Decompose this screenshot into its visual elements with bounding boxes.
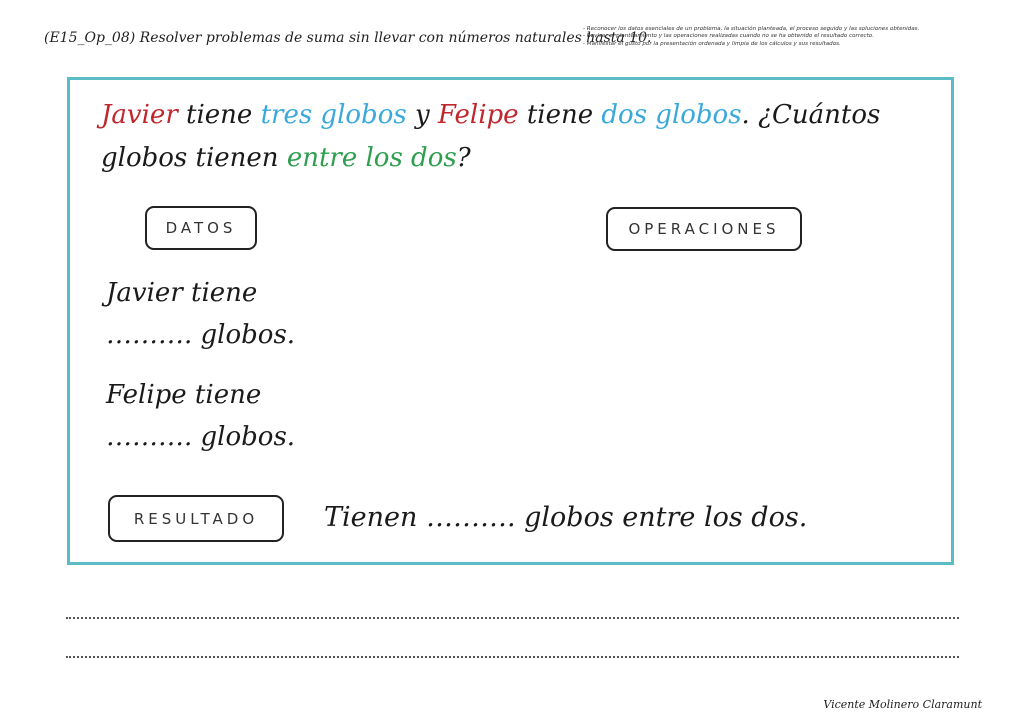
- problem-text: tiene: [177, 100, 261, 130]
- resultado-sentence: Tienen ………. globos entre los dos.: [324, 502, 808, 533]
- answer-line: [66, 656, 959, 658]
- javier-data-line2: ………. globos.: [106, 320, 296, 350]
- objective-note: - Manifestar el gusto por la presentación ordenada y limpia de los cálculos y sus resultados.: [583, 40, 841, 47]
- quantity-felipe: dos globos: [601, 100, 742, 130]
- worksheet-title: (E15_Op_08) Resolver problemas de suma sin llevar con números naturales hasta 10.: [44, 30, 652, 46]
- problem-statement: [101, 94, 931, 180]
- author-signature: Vicente Molinero Claramunt: [823, 698, 982, 711]
- objectives-notes: [583, 26, 1013, 48]
- name-felipe: Felipe: [437, 100, 519, 130]
- problem-text: tiene: [518, 100, 602, 130]
- resultado-label: RESULTADO: [108, 495, 284, 542]
- question-phrase: entre los dos: [286, 143, 457, 173]
- felipe-data-line2: ………. globos.: [106, 422, 296, 452]
- datos-label: DATOS: [145, 206, 257, 250]
- operaciones-label: OPERACIONES: [606, 207, 802, 251]
- problem-text: ?: [456, 143, 471, 173]
- problem-question: . ¿Cuántos globos tienen: [101, 100, 881, 173]
- problem-text: y: [406, 100, 438, 130]
- quantity-javier: tres globos: [260, 100, 407, 130]
- javier-data-line1: Javier tiene: [106, 278, 258, 308]
- objective-note: - Reconocer los datos esenciales de un problema, la situación planteada, el proceso seguido y las soluciones obtenidas.: [583, 26, 920, 32]
- felipe-data-line1: Felipe tiene: [106, 380, 262, 410]
- name-javier: Javier: [101, 100, 178, 130]
- objective-note: - Revisar el planteamiento y las operaciones realizadas cuando no se ha obtenido el resultado correcto.: [583, 33, 874, 40]
- answer-line: [66, 617, 959, 619]
